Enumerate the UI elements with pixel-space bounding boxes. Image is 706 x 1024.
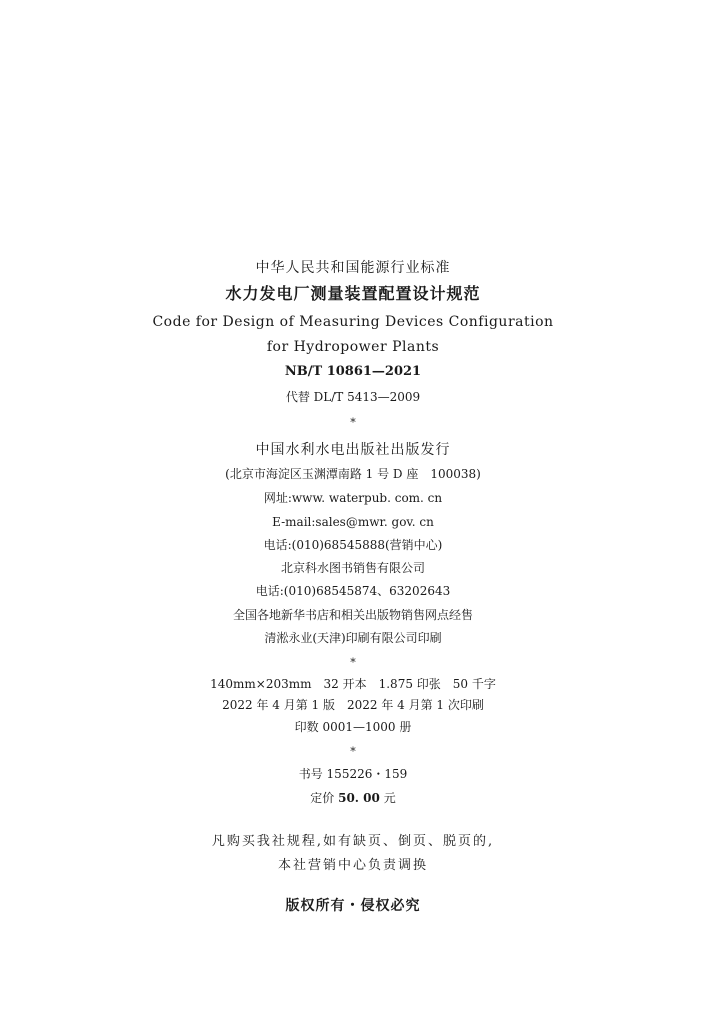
title-english-line2: for Hydropower Plants bbox=[266, 339, 440, 355]
price-unit: 元 bbox=[379, 791, 396, 805]
title-english-line1: Code for Design of Measuring Devices Configuration bbox=[152, 314, 554, 330]
replaces-standard: 代替 DL/T 5413—2009 bbox=[285, 390, 421, 404]
publisher-address: (北京市海淀区玉渊潭南路 1 号 D 座 100038) bbox=[225, 467, 481, 481]
separator-star: * bbox=[350, 656, 356, 669]
title-chinese: 水力发电厂测量装置配置设计规范 bbox=[225, 284, 481, 303]
standard-code: NB/T 10861—2021 bbox=[284, 364, 422, 379]
distributor: 北京科水图书销售有限公司 bbox=[280, 561, 425, 575]
printer: 清淞永业(天津)印刷有限公司印刷 bbox=[264, 631, 442, 645]
price bbox=[0, 789, 706, 807]
price-label: 定价 bbox=[310, 791, 339, 805]
standard-category: 中华人民共和国能源行业标准 bbox=[255, 260, 451, 276]
publisher-email: E-mail:sales@mwr. gov. cn bbox=[272, 515, 434, 529]
price-value: 50. 00 bbox=[338, 791, 380, 805]
book-number: 书号 155226・159 bbox=[298, 767, 408, 781]
book-specs: 140mm×203mm 32 开本 1.875 印张 50 千字 bbox=[210, 677, 496, 691]
retail-outlets: 全国各地新华书店和相关出版物销售网点经售 bbox=[232, 608, 473, 622]
print-count: 印数 0001—1000 册 bbox=[294, 720, 412, 734]
separator-star: * bbox=[350, 416, 356, 429]
replacement-notice-line1: 凡购买我社规程,如有缺页、倒页、脱页的, bbox=[211, 834, 495, 849]
distributor-phone: 电话:(010)68545874、63202643 bbox=[255, 584, 451, 598]
publisher-website: 网址:www. waterpub. com. cn bbox=[263, 491, 443, 505]
edition-info: 2022 年 4 月第 1 版 2022 年 4 月第 1 次印刷 bbox=[222, 698, 484, 712]
publisher: 中国水利水电出版社出版发行 bbox=[255, 442, 451, 458]
separator-star: * bbox=[350, 745, 356, 758]
copyright-notice: 版权所有・侵权必究 bbox=[285, 898, 421, 914]
sales-phone: 电话:(010)68545888(营销中心) bbox=[263, 538, 443, 552]
replacement-notice-line2: 本社营销中心负责调换 bbox=[277, 858, 428, 873]
